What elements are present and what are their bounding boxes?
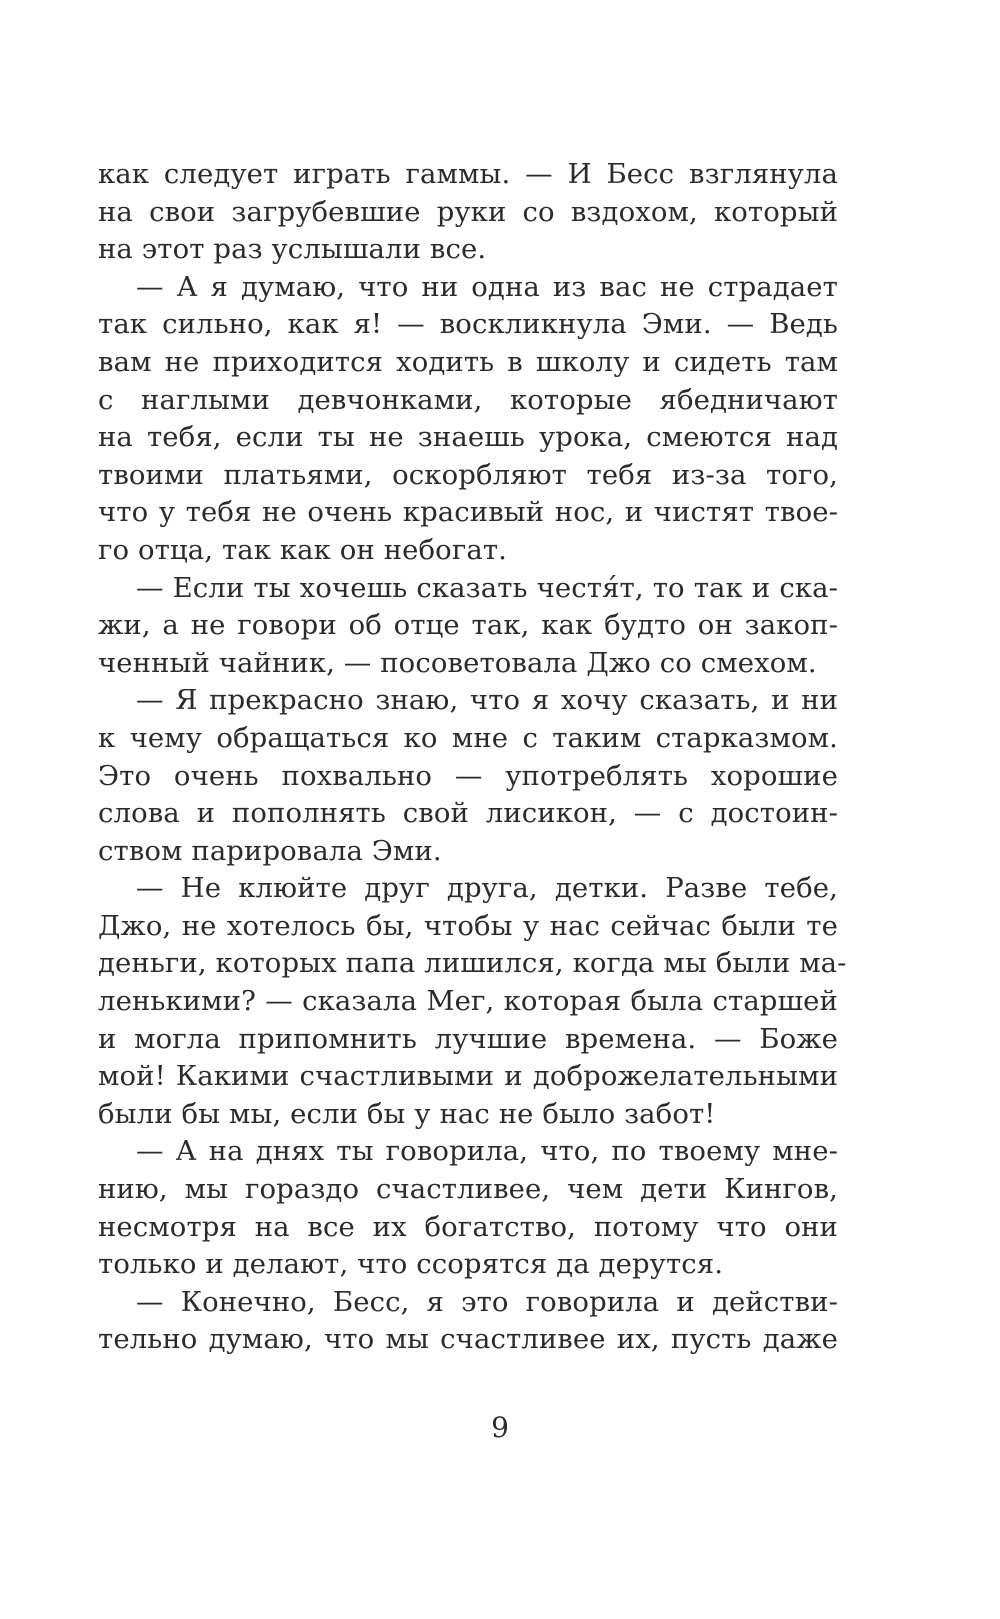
text-line: Это очень похвально — употреблять хорошие bbox=[98, 759, 838, 792]
text-line: так сильно, как я! — воскликнула Эми. — Ведь bbox=[98, 308, 838, 341]
text-line: ченный чайник, — посоветовала Джо со смехом. bbox=[98, 646, 817, 679]
body-text bbox=[98, 156, 847, 1359]
text-line: на этот раз услышали все. bbox=[98, 233, 487, 266]
page-number: 9 bbox=[491, 1411, 509, 1444]
text-line: твоими платьями, оскорбляют тебя из-за того, bbox=[98, 458, 838, 491]
paragraph-start-line: — А я думаю, что ни одна из вас не страдает bbox=[136, 270, 838, 303]
text-line: что у тебя не очень красивый нос, и чистят твое- bbox=[98, 496, 838, 529]
text-line: тельно думаю, что мы счастливее их, пусть даже bbox=[98, 1323, 838, 1356]
text-line: нию, мы гораздо счастливее, чем дети Кингов, bbox=[98, 1173, 838, 1206]
text-line: го отца, так как он небогат. bbox=[98, 533, 507, 566]
text-line: как следует играть гаммы. — И Бесс взглянула bbox=[98, 158, 838, 190]
text-line: ленькими? — сказала Мег, которая была старшей bbox=[98, 985, 838, 1018]
text-line: с наглыми девчонками, которые ябедничают bbox=[98, 383, 838, 416]
text-line: были бы мы, если бы у нас не было забот! bbox=[98, 1097, 716, 1130]
paragraph-start-line: — Я прекрасно знаю, что я хочу сказать, и ни bbox=[136, 684, 838, 717]
text-line: жи, а не говори об отце так, как будто он закоп- bbox=[98, 609, 838, 642]
paragraph-start-line: — Если ты хочешь сказать честя́т, то так и ска- bbox=[136, 571, 838, 604]
text-line: Джо, не хотелось бы, чтобы у нас сейчас были те bbox=[98, 909, 838, 942]
text-line: на свои загрубевшие руки со вздохом, который bbox=[98, 195, 838, 228]
text-line: деньги, которых папа лишился, когда мы были ма- bbox=[98, 947, 847, 980]
paragraph-start-line: — Конечно, Бесс, я это говорила и действи- bbox=[136, 1285, 838, 1318]
text-line: только и делают, что ссорятся да дерутся. bbox=[98, 1248, 724, 1281]
paragraph-start-line: — Не клюйте друг друга, детки. Разве тебе, bbox=[136, 872, 838, 905]
text-line: ством парировала Эми. bbox=[98, 834, 442, 867]
text-line: несмотря на все их богатство, потому что они bbox=[98, 1210, 838, 1243]
text-line: мой! Какими счастливыми и доброжелательными bbox=[98, 1060, 838, 1093]
text-line: и могла припомнить лучшие времена. — Боже bbox=[98, 1022, 838, 1055]
paragraph-start-line: — А на днях ты говорила, что, по твоему мне- bbox=[136, 1135, 838, 1168]
text-line: вам не приходится ходить в школу и сидеть там bbox=[98, 345, 838, 378]
text-line: к чему обращаться ко мне с таким старказмом. bbox=[98, 721, 838, 754]
text-line: на тебя, если ты не знаешь урока, смеются над bbox=[98, 421, 838, 454]
text-line: слова и пополнять свой лисикон, — с достоин- bbox=[98, 797, 838, 830]
